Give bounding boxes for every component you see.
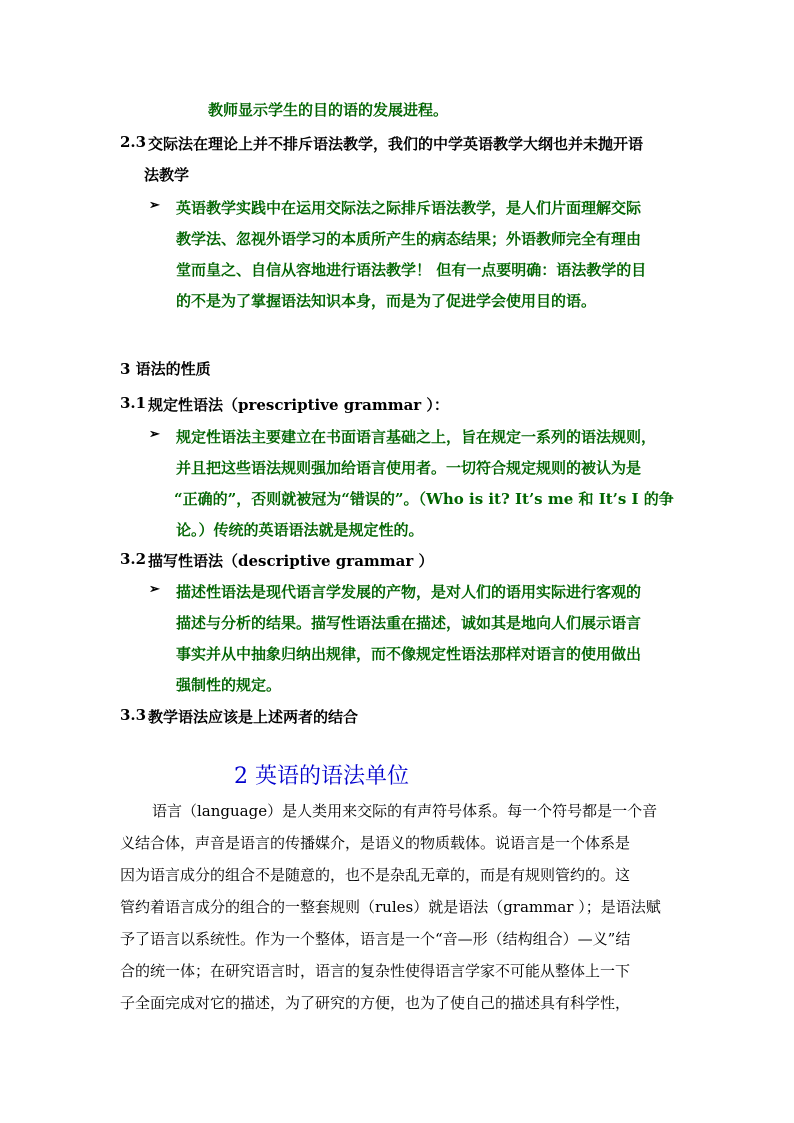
- section-2-3-bullet-line-3: 堂而皇之、自信从容地进行语法教学！ 但有一点要明确：语法教学的目: [176, 261, 647, 279]
- section-3-1-bullet-line-4: 论。）传统的英语语法就是规定性的。: [176, 521, 424, 539]
- bullet-arrow-icon: ➢: [149, 427, 160, 442]
- section-2-3-bullet-line-2: 教学法、忽视外语学习的本质所产生的病态结果；外语教师完全有理由: [176, 230, 642, 248]
- paragraph-line-2: 义结合体，声音是语言的传播媒介，是语义的物质载体。说语言是一个体系是: [120, 834, 631, 852]
- section-2-3-title-line-1: 交际法在理论上并不排斥语法教学，我们的中学英语教学大纲也并未抛开语: [148, 135, 644, 153]
- section-3-1-bullet-line-3: “正确的”，否则就被冠为“错误的”。（Who is it? It’s me 和 It’s I 的争: [174, 490, 674, 508]
- paragraph-line-1: 语言（language）是人类用来交际的有声符号体系。每一个符号都是一个音: [152, 802, 658, 820]
- section-2-3-number: 2.3: [120, 133, 147, 151]
- section-3-3-title: 教学语法应该是上述两者的结合: [148, 708, 359, 726]
- section-2-3-bullet-line-4: 的不是为了掌握语法知识本身，而是为了促进学会使用目的语。: [176, 292, 597, 310]
- continuation-line: 教师显示学生的目的语的发展进程。: [208, 101, 449, 119]
- section-3-1-title: 规定性语法（prescriptive grammar ）：: [148, 396, 449, 414]
- section-3-1-bullet-line-2: 并且把这些语法规则强加给语言使用者。一切符合规定规则的被认为是: [176, 459, 642, 477]
- bullet-arrow-icon: ➢: [149, 198, 160, 213]
- section-2-3-bullet-line-1: 英语教学实践中在运用交际法之际排斥语法教学，是人们片面理解交际: [176, 199, 642, 217]
- paragraph-line-3: 因为语言成分的组合不是随意的，也不是杂乱无章的，而是有规则管约的。这: [120, 866, 631, 884]
- section-3-3-number: 3.3: [120, 706, 147, 724]
- chapter-2-heading: 2 英语的语法单位: [234, 764, 409, 789]
- section-3-1-number: 3.1: [120, 394, 147, 412]
- section-3-2-number: 3.2: [120, 550, 147, 568]
- paragraph-line-5: 予了语言以系统性。作为一个整体，语言是一个“音—形（结构组合）—义”结: [120, 930, 631, 948]
- paragraph-line-4: 管约着语言成分的组合的一整套规则（rules）就是语法（grammar ）；是语法赋: [120, 898, 661, 916]
- section-3-1-bullet-line-1: 规定性语法主要建立在书面语言基础之上，旨在规定一系列的语法规则，: [176, 428, 657, 446]
- paragraph-line-7: 子全面完成对它的描述，为了研究的方便，也为了使自己的描述具有科学性，: [120, 994, 631, 1012]
- section-3-heading: 3 语法的性质: [120, 360, 211, 378]
- section-3-2-bullet-line-2: 描述与分析的结果。描写性语法重在描述，诚如其是地向人们展示语言: [176, 614, 642, 632]
- section-3-2-bullet-line-3: 事实并从中抽象归纳出规律，而不像规定性语法那样对语言的使用做出: [176, 645, 642, 663]
- section-3-2-bullet-line-4: 强制性的规定。: [176, 676, 282, 694]
- section-3-2-title: 描写性语法（descriptive grammar ）: [148, 552, 434, 570]
- paragraph-line-6: 合的统一体；在研究语言时，语言的复杂性使得语言学家不可能从整体上一下: [120, 962, 631, 980]
- section-3-2-bullet-line-1: 描述性语法是现代语言学发展的产物，是对人们的语用实际进行客观的: [176, 583, 642, 601]
- bullet-arrow-icon: ➢: [149, 582, 160, 597]
- section-2-3-title-line-2: 法教学: [144, 166, 190, 184]
